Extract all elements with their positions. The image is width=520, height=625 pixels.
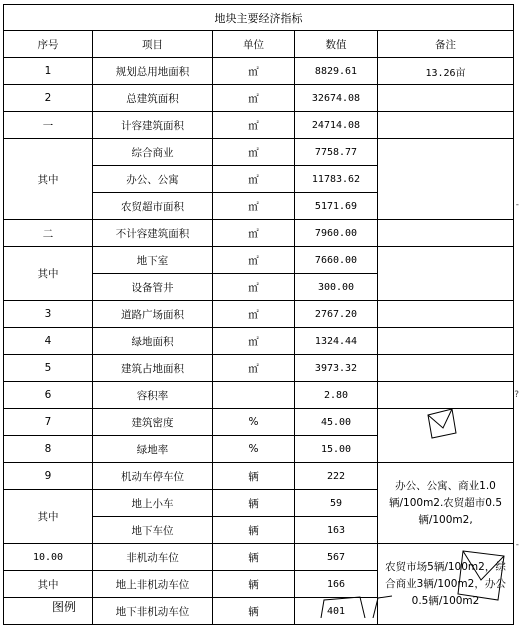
table-row (4, 85, 514, 112)
note-bike-parking: 农贸市场5辆/100m2，综合商业3辆/100m2，办公0.5辆/100m2 (378, 544, 514, 625)
row-value: 300.00 (295, 274, 378, 301)
row-unit: 辆 (213, 598, 295, 625)
row-no-group: 其中 (4, 139, 93, 220)
row-no: 10.00 (4, 544, 93, 571)
row-unit: % (213, 436, 295, 463)
row-item: 地下室 (93, 247, 213, 274)
row-item: 总建筑面积 (93, 85, 213, 112)
row-value: 166 (295, 571, 378, 598)
row-no: 7 (4, 409, 93, 436)
note-empty (378, 220, 514, 247)
row-unit: 辆 (213, 571, 295, 598)
note-empty (378, 328, 514, 355)
note-empty (378, 301, 514, 328)
row-unit: ㎡ (213, 301, 295, 328)
row-unit: % (213, 409, 295, 436)
row-unit (213, 382, 295, 409)
row-unit: 辆 (213, 517, 295, 544)
row-item: 农贸超市面积 (93, 193, 213, 220)
row-value: 24714.08 (295, 112, 378, 139)
row-no: 1 (4, 58, 93, 85)
row-value: 15.00 (295, 436, 378, 463)
row-unit: 辆 (213, 490, 295, 517)
edge-mark: - (515, 200, 519, 210)
row-no: 9 (4, 463, 93, 490)
row-no: 6 (4, 382, 93, 409)
row-value: 3973.32 (295, 355, 378, 382)
row-item: 地上非机动车位 (93, 571, 213, 598)
table-title: 地块主要经济指标 (4, 5, 514, 31)
row-value: 7660.00 (295, 247, 378, 274)
row-item: 非机动车位 (93, 544, 213, 571)
row-unit: ㎡ (213, 166, 295, 193)
row-no: 2 (4, 85, 93, 112)
row-unit: ㎡ (213, 355, 295, 382)
note-site-area: 13.26亩 (378, 58, 514, 85)
table-row (4, 247, 514, 274)
row-value: 32674.08 (295, 85, 378, 112)
table-row (4, 139, 514, 166)
row-item: 地下非机动车位 (93, 598, 213, 625)
table-row (4, 382, 514, 409)
row-item: 地上小车 (93, 490, 213, 517)
table-row (4, 544, 514, 571)
header-item: 项目 (93, 31, 213, 58)
row-unit: ㎡ (213, 58, 295, 85)
row-unit: ㎡ (213, 85, 295, 112)
row-unit: ㎡ (213, 328, 295, 355)
row-unit: ㎡ (213, 247, 295, 274)
row-no: 其中 (4, 571, 93, 598)
note-empty (378, 139, 514, 220)
row-unit: ㎡ (213, 139, 295, 166)
row-item: 地下车位 (93, 517, 213, 544)
note-empty (378, 355, 514, 382)
table-row (4, 463, 514, 490)
row-item: 建筑占地面积 (93, 355, 213, 382)
row-no: 8 (4, 436, 93, 463)
table-row (4, 58, 514, 85)
row-value: 163 (295, 517, 378, 544)
row-unit: ㎡ (213, 274, 295, 301)
row-value: 2.80 (295, 382, 378, 409)
row-unit: ㎡ (213, 112, 295, 139)
row-no: 一 (4, 112, 93, 139)
row-item: 机动车停车位 (93, 463, 213, 490)
edge-mark: ? (514, 390, 519, 400)
row-value: 567 (295, 544, 378, 571)
edge-mark: - (515, 540, 519, 550)
table-row (4, 301, 514, 328)
note-empty (378, 409, 514, 463)
row-item: 不计容建筑面积 (93, 220, 213, 247)
header-unit: 单位 (213, 31, 295, 58)
row-item: 规划总用地面积 (93, 58, 213, 85)
row-item: 计容建筑面积 (93, 112, 213, 139)
row-unit: 辆 (213, 544, 295, 571)
row-no: 3 (4, 301, 93, 328)
row-item: 道路广场面积 (93, 301, 213, 328)
row-no: 二 (4, 220, 93, 247)
note-empty (378, 247, 514, 301)
row-value: 401 (295, 598, 378, 625)
note-empty (378, 382, 514, 409)
note-empty (378, 85, 514, 112)
note-empty (378, 112, 514, 139)
row-item: 建筑密度 (93, 409, 213, 436)
row-no: 5 (4, 355, 93, 382)
row-item: 综合商业 (93, 139, 213, 166)
row-value: 5171.69 (295, 193, 378, 220)
row-unit: ㎡ (213, 220, 295, 247)
table-row (4, 355, 514, 382)
row-item: 设备管井 (93, 274, 213, 301)
row-unit: ㎡ (213, 193, 295, 220)
legend-label: 图例 (52, 600, 77, 614)
header-note: 备注 (378, 31, 514, 58)
table-row (4, 409, 514, 436)
table-row (4, 328, 514, 355)
row-value: 11783.62 (295, 166, 378, 193)
row-no: 4 (4, 328, 93, 355)
row-value: 1324.44 (295, 328, 378, 355)
header-value: 数值 (295, 31, 378, 58)
note-motor-parking: 办公、公寓、商业1.0辆/100m2.农贸超市0.5辆/100m2, (378, 463, 514, 544)
row-no (4, 598, 93, 625)
row-item: 容积率 (93, 382, 213, 409)
row-value: 45.00 (295, 409, 378, 436)
row-no-group: 其中 (4, 247, 93, 301)
header-no: 序号 (4, 31, 93, 58)
row-value: 8829.61 (295, 58, 378, 85)
row-value: 7758.77 (295, 139, 378, 166)
table-row (4, 220, 514, 247)
row-unit: 辆 (213, 463, 295, 490)
row-value: 2767.20 (295, 301, 378, 328)
economic-indicator-sheet (3, 4, 514, 625)
row-item: 办公、公寓 (93, 166, 213, 193)
row-item: 绿地率 (93, 436, 213, 463)
row-value: 59 (295, 490, 378, 517)
row-no-group: 其中 (4, 490, 93, 544)
table-row (4, 112, 514, 139)
indicator-table (3, 4, 514, 625)
row-item: 绿地面积 (93, 328, 213, 355)
row-value: 7960.00 (295, 220, 378, 247)
row-value: 222 (295, 463, 378, 490)
